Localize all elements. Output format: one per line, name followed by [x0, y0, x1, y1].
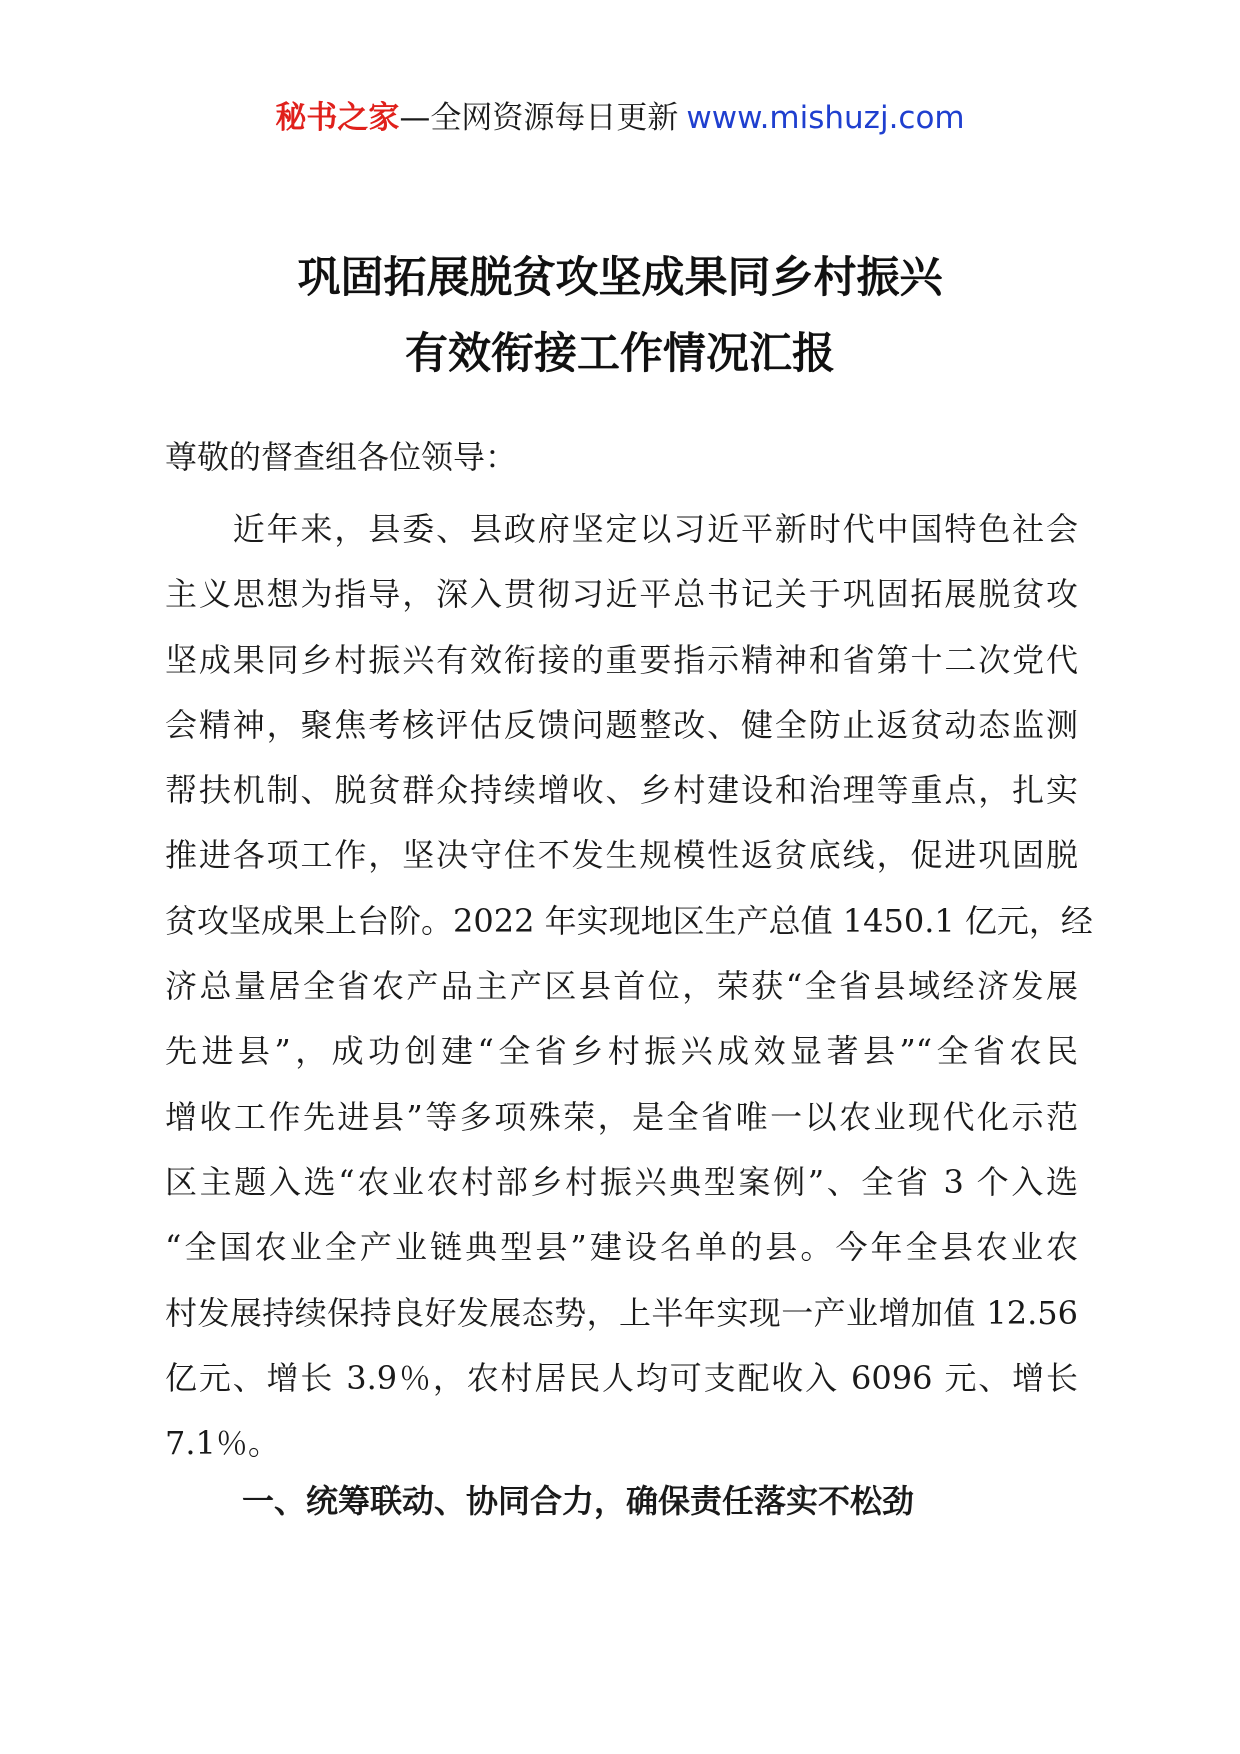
- paragraph-line: 亿元、增长 3.9％，农村居民人均可支配收入 6096 元、增长: [165, 1358, 1078, 1397]
- paragraph-line: 增收工作先进县”等多项殊荣，是全省唯一以农业现代化示范: [165, 1097, 1078, 1136]
- paragraph-line: 7.1％。: [165, 1424, 280, 1463]
- paragraph-line: 先进县”，成功创建“全省乡村振兴成效显著县”“全省农民: [165, 1032, 1078, 1071]
- site-slogan: —全网资源每日更新: [399, 100, 679, 136]
- document-title-line: 有效衔接工作情况汇报: [405, 329, 835, 379]
- site-url-link[interactable]: www.mishuzj.com: [686, 100, 965, 136]
- document-title: [0, 240, 1240, 392]
- paragraph-line: 贫攻坚成果上台阶。2022 年实现地区生产总值 1450.1 亿元，经: [165, 901, 1093, 940]
- paragraph-line: 坚成果同乡村振兴有效衔接的重要指示精神和省第十二次党代: [165, 640, 1078, 679]
- paragraph-line: 近年来，县委、县政府坚定以习近平新时代中国特色社会: [165, 510, 1078, 548]
- paragraph-line: 推进各项工作，坚决守住不发生规模性返贫底线，促进巩固脱: [165, 836, 1078, 875]
- salutation: 尊敬的督查组各位领导：: [165, 438, 518, 476]
- document-title-line: 巩固拓展脱贫攻坚成果同乡村振兴: [297, 253, 943, 303]
- site-header: [0, 98, 1240, 138]
- body-paragraph: [165, 497, 1093, 1476]
- section-heading: 一、统筹联动、协同合力，确保责任落实不松劲: [242, 1482, 915, 1520]
- paragraph-line: 村发展持续保持良好发展态势，上半年实现一产业增加值 12.56: [165, 1293, 1078, 1332]
- paragraph-line: 会精神，聚焦考核评估反馈问题整改、健全防止返贫动态监测: [165, 705, 1078, 744]
- paragraph-line: 主义思想为指导，深入贯彻习近平总书记关于巩固拓展脱贫攻: [165, 575, 1078, 614]
- paragraph-line: 济总量居全省农产品主产区县首位，荣获“全省县域经济发展: [165, 967, 1078, 1006]
- paragraph-line: 帮扶机制、脱贫群众持续增收、乡村建设和治理等重点，扎实: [165, 771, 1078, 810]
- brand-name: 秘书之家: [275, 100, 400, 136]
- paragraph-line: “全国农业全产业链典型县”建设名单的县。今年全县农业农: [165, 1228, 1078, 1267]
- paragraph-line: 区主题入选“农业农村部乡村振兴典型案例”、全省 3 个入选: [165, 1162, 1078, 1201]
